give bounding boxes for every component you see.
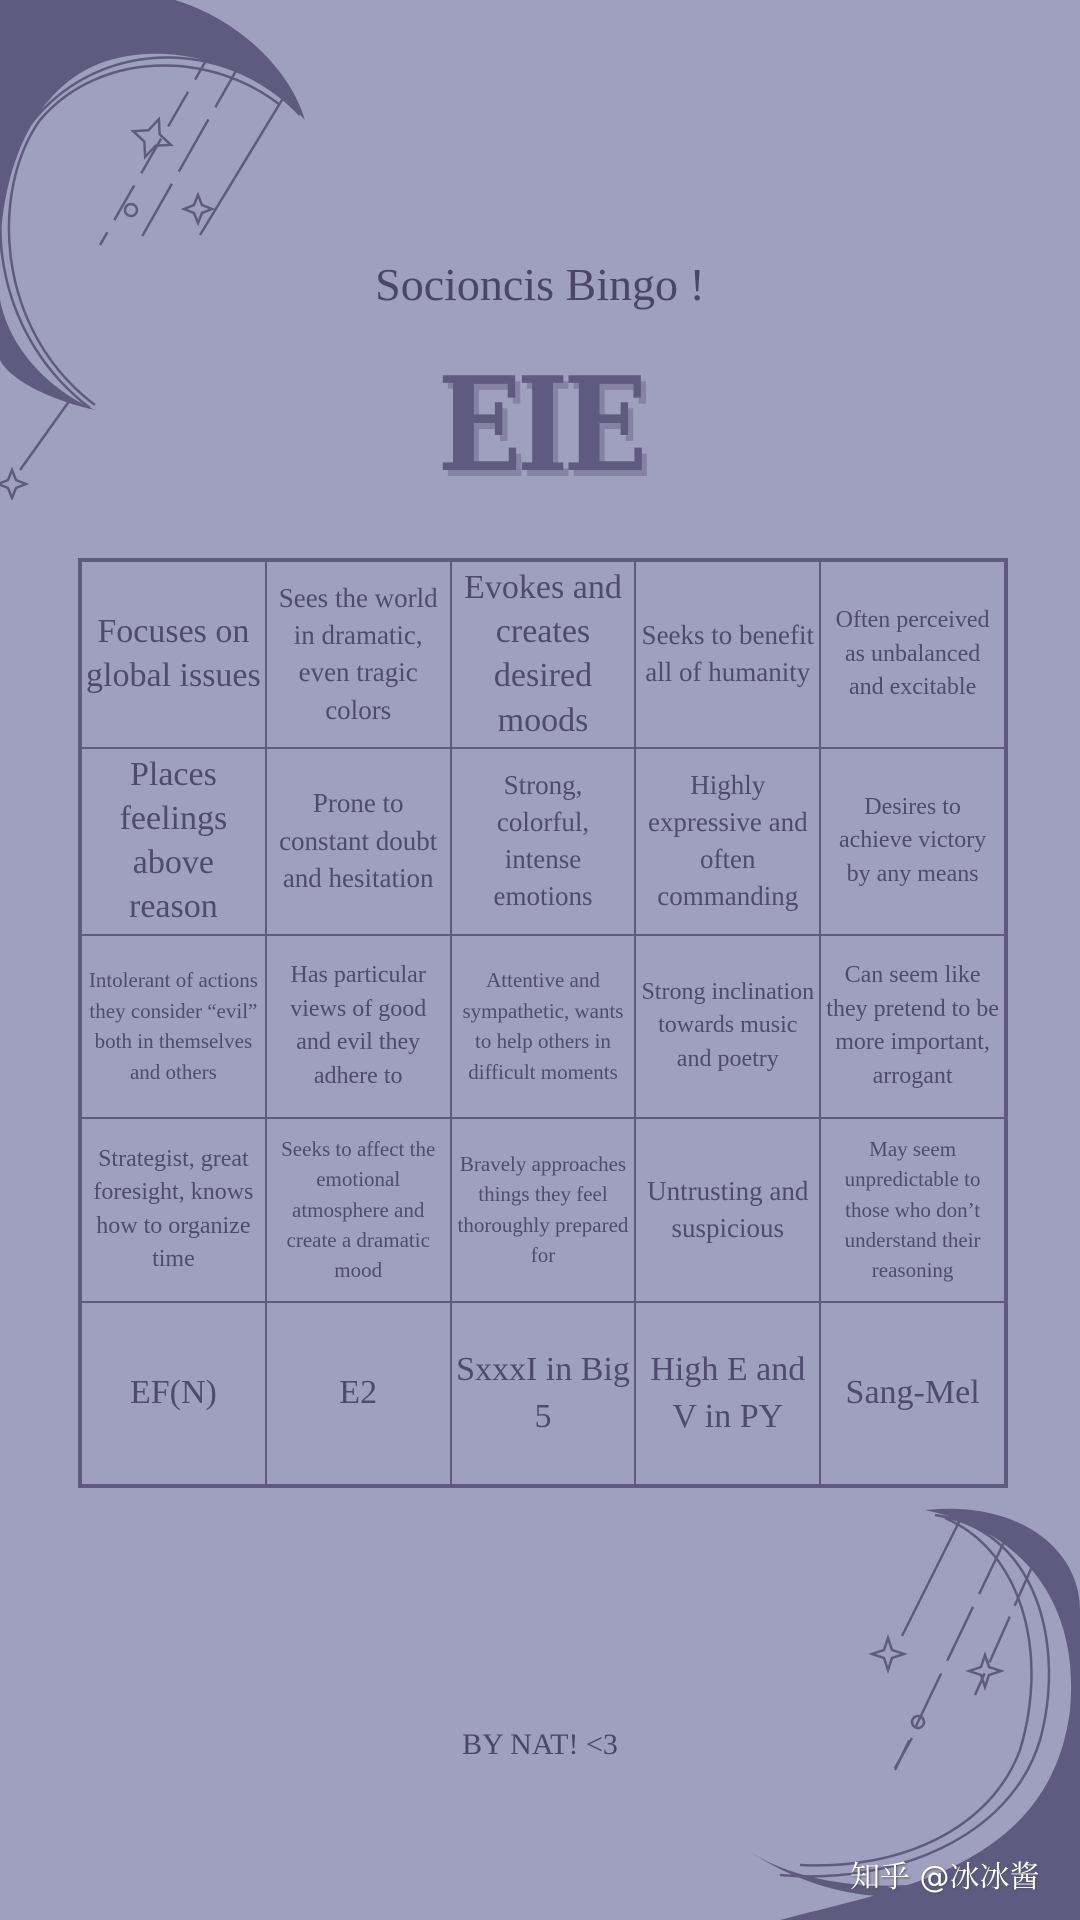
bingo-cell[interactable]: Sang-Mel <box>820 1302 1005 1486</box>
author-credit: BY NAT! <3 <box>462 1728 618 1761</box>
bingo-cell[interactable]: Bravely approaches things they feel thoroughly prepared for <box>451 1118 636 1302</box>
bingo-cell[interactable]: Places feelings above reason <box>81 748 266 935</box>
bingo-cell[interactable]: Often perceived as unbalanced and excitable <box>820 561 1005 748</box>
bingo-cell[interactable]: Untrusting and suspicious <box>635 1118 820 1302</box>
bingo-cell[interactable]: Focuses on global issues <box>81 561 266 748</box>
bingo-cell[interactable]: May seem unpredictable to those who don’t understand their reasoning <box>820 1118 1005 1302</box>
bingo-cell[interactable]: Prone to constant doubt and hesitation <box>266 748 451 935</box>
bingo-cell[interactable]: Sees the world in dramatic, even tragic colors <box>266 561 451 748</box>
bingo-cell[interactable]: Seeks to benefit all of humanity <box>635 561 820 748</box>
bingo-cell[interactable]: Intolerant of actions they consider “evil” both in themselves and others <box>81 935 266 1119</box>
bingo-cell[interactable]: E2 <box>266 1302 451 1486</box>
bingo-cell[interactable]: Has particular views of good and evil they adhere to <box>266 935 451 1119</box>
bingo-cell[interactable]: EF(N) <box>81 1302 266 1486</box>
bingo-cell[interactable]: SxxxI in Big 5 <box>451 1302 636 1486</box>
bingo-cell[interactable]: Can seem like they pretend to be more important, arrogant <box>820 935 1005 1119</box>
bingo-cell[interactable]: High E and V in PY <box>635 1302 820 1486</box>
bingo-cell[interactable]: Desires to achieve victory by any means <box>820 748 1005 935</box>
bingo-cell[interactable]: Strong, colorful, intense emotions <box>451 748 636 935</box>
bingo-grid <box>78 558 1008 1488</box>
bingo-cell[interactable]: Strong inclination towards music and poetry <box>635 935 820 1119</box>
watermark: 知乎 @冰冰酱 <box>850 1860 1040 1895</box>
page-title: Socioncis Bingo ! <box>375 259 705 310</box>
bingo-cell[interactable]: Evokes and creates desired moods <box>451 561 636 748</box>
bingo-cell[interactable]: Attentive and sympathetic, wants to help others in difficult moments <box>451 935 636 1119</box>
bingo-cell[interactable]: Highly expressive and often commanding <box>635 748 820 935</box>
bingo-cell[interactable]: Seeks to affect the emotional atmosphere and create a dramatic mood <box>266 1118 451 1302</box>
type-code-heading: EIE <box>437 348 643 501</box>
bingo-cell[interactable]: Strategist, great foresight, knows how to organize time <box>81 1118 266 1302</box>
